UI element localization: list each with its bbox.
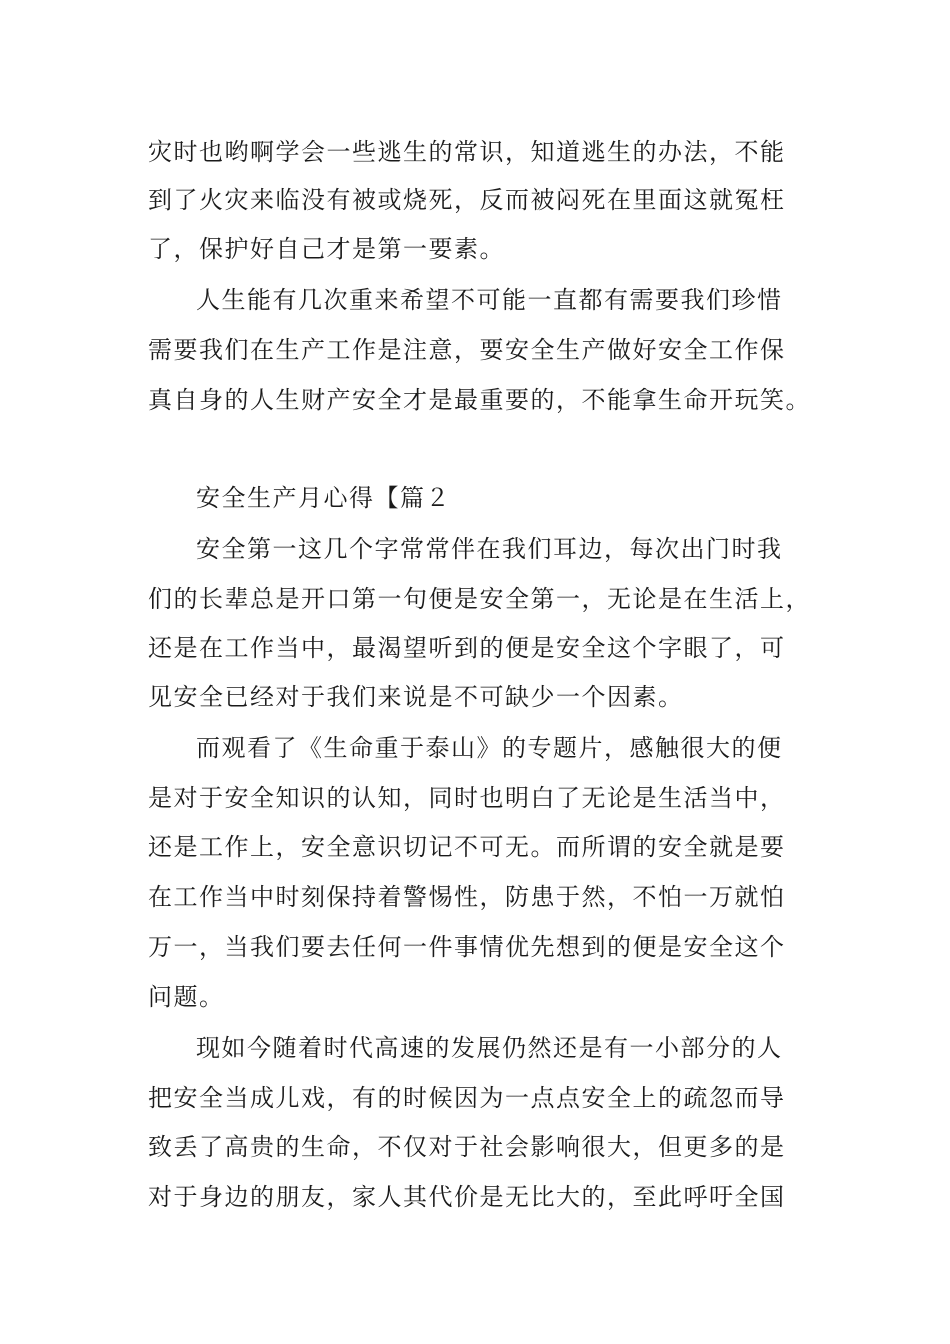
- text-line: 致丢了高贵的生命，不仅对于社会影响很大，但更多的是: [148, 1133, 786, 1161]
- text-line: 现如今随着时代高速的发展仍然还是有一小部分的人: [196, 1034, 783, 1062]
- text-line: 把安全当成儿戏，有的时候因为一点点安全上的疏忽而导: [148, 1084, 786, 1112]
- text-line: 真自身的人生财产安全才是最重要的，不能拿生命开玩笑。: [148, 386, 811, 414]
- text-line: 灾时也哟啊学会一些逃生的常识，知道逃生的办法，不能: [148, 138, 786, 166]
- text-line: 而观看了《生命重于泰山》的专题片，感触很大的便: [196, 734, 783, 762]
- text-line: 见安全已经对于我们来说是不可缺少一个因素。: [148, 683, 684, 711]
- text-line: 人生能有几次重来希望不可能一直都有需要我们珍惜: [196, 286, 783, 314]
- text-line: 万一，当我们要去任何一件事情优先想到的便是安全这个: [148, 933, 786, 961]
- text-line: 需要我们在生产工作是注意，要安全生产做好安全工作保: [148, 336, 786, 364]
- text-line: 还是工作上，安全意识切记不可无。而所谓的安全就是要: [148, 833, 786, 861]
- text-line: 问题。: [148, 983, 225, 1011]
- text-line: 对于身边的朋友，家人其代价是无比大的，至此呼吁全国: [148, 1183, 786, 1211]
- text-line: 们的长辈总是开口第一句便是安全第一，无论是在生活上，: [148, 585, 811, 613]
- text-line: 在工作当中时刻保持着警惕性，防患于然，不怕一万就怕: [148, 883, 786, 911]
- text-line: 了，保护好自己才是第一要素。: [148, 235, 505, 263]
- text-line: 还是在工作当中，最渴望听到的便是安全这个字眼了，可: [148, 634, 786, 662]
- text-line: 是对于安全知识的认知，同时也明白了无论是生活当中，: [148, 784, 786, 812]
- section-heading: 安全生产月心得【篇２: [196, 484, 451, 512]
- text-line: 到了火灾来临没有被或烧死，反而被闷死在里面这就冤枉: [148, 186, 786, 214]
- text-line: 安全第一这几个字常常伴在我们耳边，每次出门时我: [196, 535, 783, 563]
